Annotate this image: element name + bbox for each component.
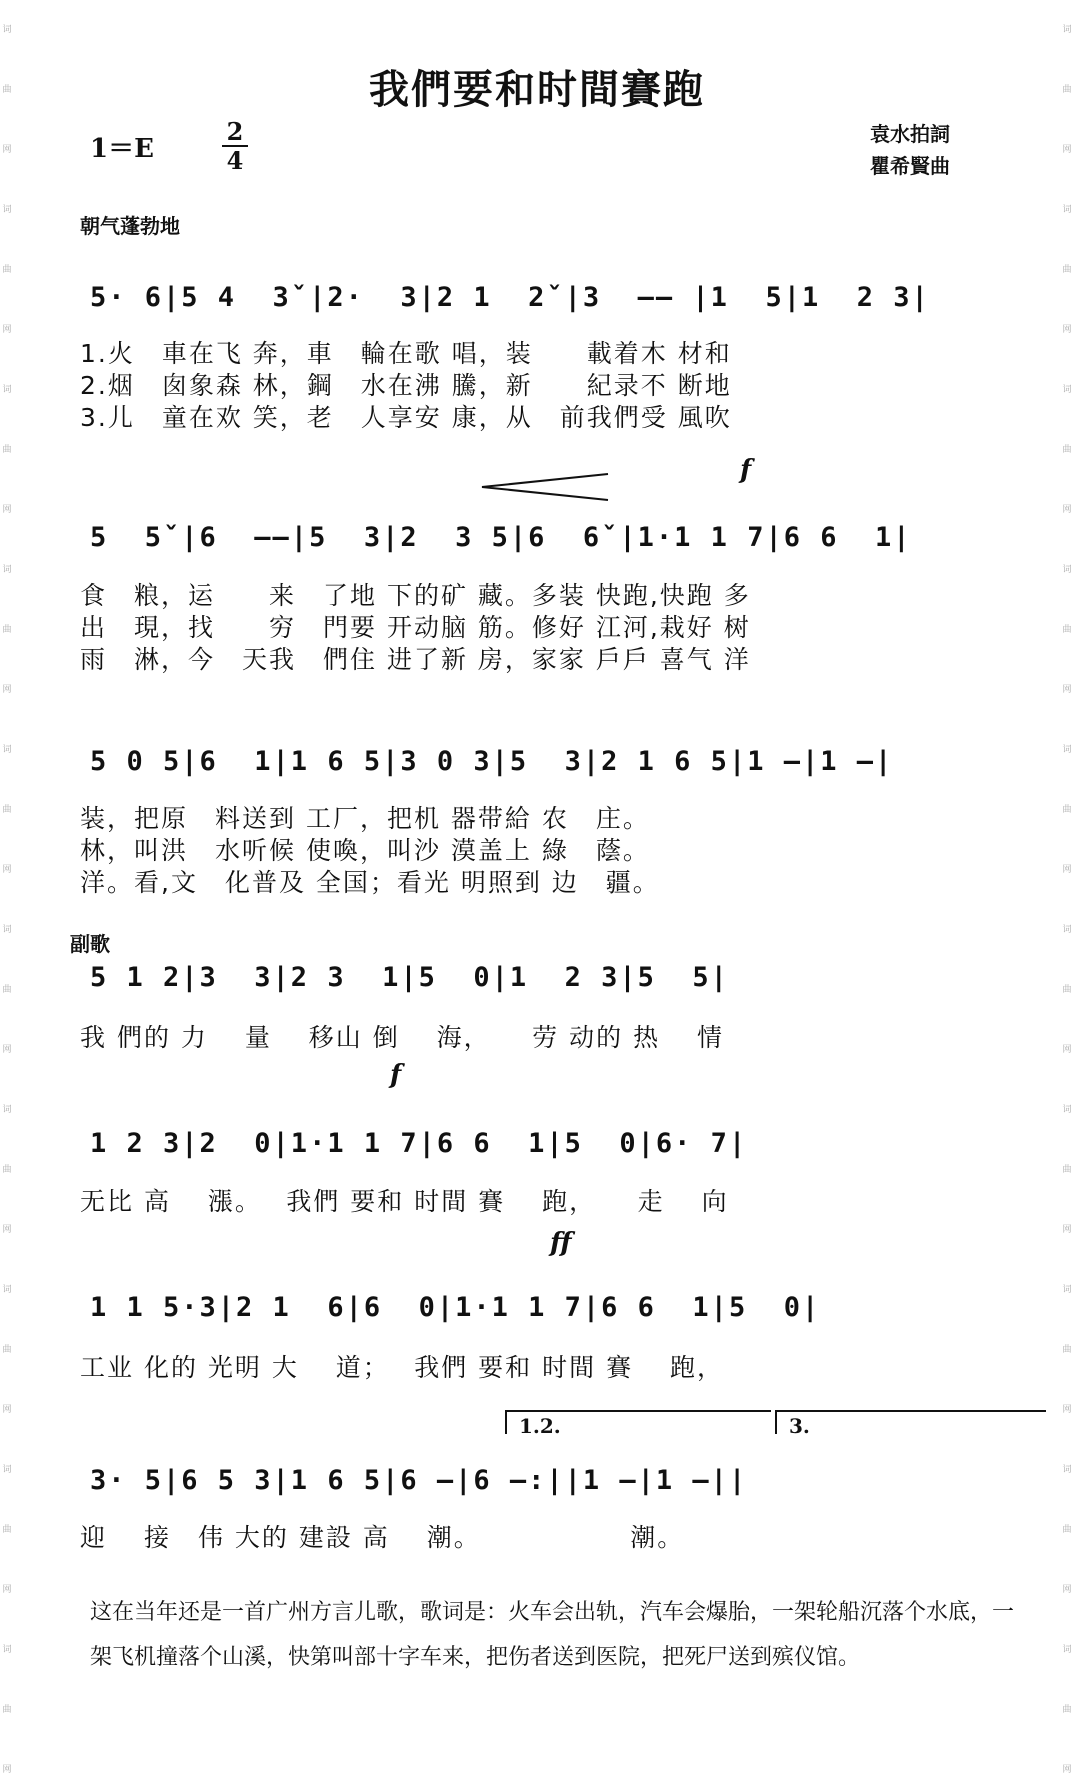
notation-row-4: 5 1 2|3 3|2 3 1|5 0|1 2 3|5 5| [90, 962, 729, 993]
lyrics-row-2-verse-1: 食 粮，运 来 了地 下的矿 藏。多装 快跑,快跑 多 [80, 581, 751, 610]
lyrics-row-2-verse-3: 雨 淋，今 天我 們住 进了新 房，家家 戶戶 喜气 洋 [80, 645, 751, 674]
watermark-right: 词 曲 网 词 曲 网 词 曲 网 词 曲 网 词 曲 网 词 曲 网 词 曲 网 词 曲 网 词 曲 网 词 曲 网 [1062, 25, 1072, 1775]
lyrics-row-3-verse-1: 装，把原 料送到 工厂，把机 器带給 农 庄。 [80, 804, 650, 833]
notation-row-7: 3· 5|6 5 3|1 6 5|6 —|6 —:||1 —|1 —|| [90, 1465, 748, 1496]
composer: 瞿希賢曲 [870, 154, 950, 178]
lyrics-row-1-verse-2: 2.烟 囱象森 林，鋼 水在沸 騰，新 紀录不 断地 [80, 371, 732, 400]
watermark-left: 词 曲 网 词 曲 网 词 曲 网 词 曲 网 词 曲 网 词 曲 网 词 曲 网 词 曲 网 词 曲 网 词 曲 网 [2, 25, 12, 1775]
lyrics-row-1-verse-3: 3.儿 童在欢 笑，老 人享安 康，从 前我們受 風吹 [80, 403, 732, 432]
dynamic-fortissimo: ff [550, 1228, 572, 1258]
notation-row-6: 1 1 5·3|2 1 6|6 0|1·1 1 7|6 6 1|5 0| [90, 1292, 821, 1323]
time-signature [220, 118, 250, 174]
time-signature-top: 2 [226, 117, 244, 146]
crescendo-hairpin [480, 472, 610, 502]
volta-first-ending: 1.2. [505, 1410, 771, 1434]
dynamic-forte-2: f [390, 1060, 402, 1090]
notation-row-5: 1 2 3|2 0|1·1 1 7|6 6 1|5 0|6· 7| [90, 1128, 748, 1159]
footer-note: 这在当年还是一首广州方言儿歌，歌词是：火车会出轨，汽车会爆胎，一架轮船沉落个水底，一架飞机撞落个山溪，快第叫部十字车来，把伤者送到医院，把死尸送到殡仪馆。 [90, 1600, 1015, 1670]
notation-row-2: 5 5ˇ|6 ——|5 3|2 3 5|6 6ˇ|1·1 1 7|6 6 1| [90, 522, 912, 553]
lyrics-row-5: 无比 高 漲。 我們 要和 时間 賽 跑， 走 向 [80, 1187, 729, 1216]
credits [870, 118, 950, 182]
time-signature-bottom: 4 [226, 146, 244, 175]
notation-row-3: 5 0 5|6 1|1 6 5|3 0 3|5 3|2 1 6 5|1 —|1 —| [90, 746, 894, 777]
lyrics-row-3-verse-3: 洋。看,文 化普及 全国；看光 明照到 边 疆。 [80, 868, 660, 897]
notation-row-1: 5· 6|5 4 3ˇ|2· 3|2 1 2ˇ|3 —— |1 5|1 2 3| [90, 282, 930, 313]
lyrics-row-4: 我 們的 力 量 移山 倒 海， 劳 动的 热 情 [80, 1023, 725, 1052]
lyrics-row-2-verse-2: 出 現，找 穷 門要 开动脑 筋。修好 江河,栽好 树 [80, 613, 751, 642]
song-title: 我們要和时間賽跑 [369, 66, 705, 113]
score-sheet [20, 0, 1054, 1787]
lyrics-row-1-verse-1: 1.火 車在飞 奔，車 輪在歌 唱，装 載着木 材和 [80, 339, 732, 368]
tempo-marking: 朝气蓬勃地 [80, 214, 180, 238]
lyrics-row-7: 迎 接 伟 大的 建設 高 潮。 潮。 [80, 1523, 685, 1552]
lyrics-row-6: 工业 化的 光明 大 道； 我們 要和 时間 賽 跑， [80, 1353, 725, 1382]
chorus-label: 副歌 [70, 932, 110, 956]
key-signature: 1＝E [90, 134, 154, 164]
dynamic-forte-1: f [740, 455, 752, 485]
volta-third-ending: 3. [775, 1410, 1046, 1434]
lyrics-row-3-verse-2: 林，叫洪 水听候 使喚，叫沙 漠盖上 綠 蔭。 [80, 836, 650, 865]
lyricist: 袁水拍詞 [870, 122, 950, 146]
